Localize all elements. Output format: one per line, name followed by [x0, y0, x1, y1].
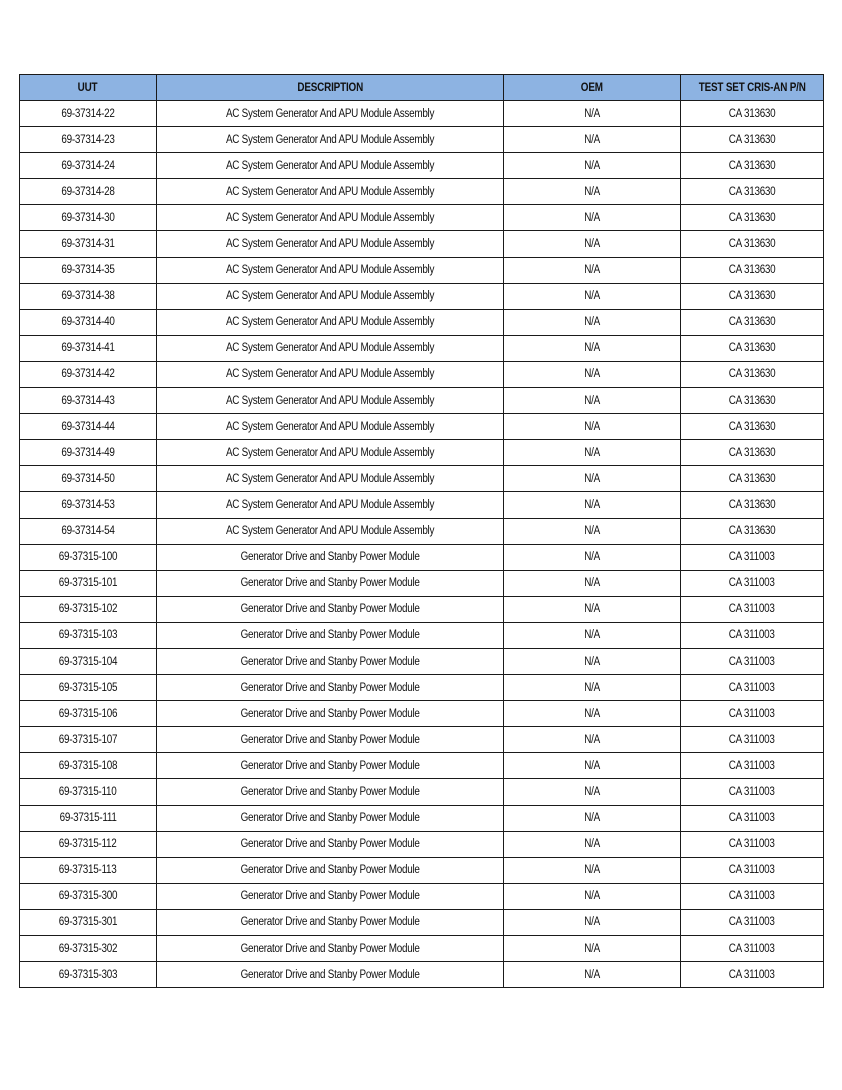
- cell-test-set: CA 311003: [681, 962, 824, 988]
- cell-oem: N/A: [504, 883, 681, 909]
- cell-uut: 69-37314-23: [20, 127, 157, 153]
- table-row: [20, 283, 824, 309]
- cell-test-set: CA 311003: [681, 831, 824, 857]
- cell-uut: 69-37315-112: [20, 831, 157, 857]
- cell-test-set: CA 313630: [681, 257, 824, 283]
- cell-uut: 69-37314-41: [20, 335, 157, 361]
- cell-uut: 69-37315-102: [20, 596, 157, 622]
- table-row: [20, 622, 824, 648]
- cell-uut: 69-37314-50: [20, 466, 157, 492]
- table-row: [20, 936, 824, 962]
- cell-test-set: CA 311003: [681, 675, 824, 701]
- cell-test-set: CA 313630: [681, 440, 824, 466]
- cell-oem: N/A: [504, 962, 681, 988]
- table-row: [20, 153, 824, 179]
- cell-oem: N/A: [504, 127, 681, 153]
- cell-description: Generator Drive and Stanby Power Module: [157, 805, 504, 831]
- table-row: [20, 570, 824, 596]
- cell-test-set: CA 313630: [681, 466, 824, 492]
- cell-description: AC System Generator And APU Module Assembly: [157, 309, 504, 335]
- cell-oem: N/A: [504, 596, 681, 622]
- table-row: [20, 466, 824, 492]
- cell-test-set: CA 311003: [681, 936, 824, 962]
- cell-test-set: CA 313630: [681, 335, 824, 361]
- cell-description: AC System Generator And APU Module Assembly: [157, 179, 504, 205]
- cell-oem: N/A: [504, 779, 681, 805]
- cell-test-set: CA 311003: [681, 727, 824, 753]
- cell-description: Generator Drive and Stanby Power Module: [157, 570, 504, 596]
- cell-uut: 69-37314-24: [20, 153, 157, 179]
- cell-description: AC System Generator And APU Module Assembly: [157, 361, 504, 387]
- cell-test-set: CA 311003: [681, 570, 824, 596]
- table-row: [20, 779, 824, 805]
- cell-oem: N/A: [504, 414, 681, 440]
- cell-oem: N/A: [504, 857, 681, 883]
- table-row: [20, 883, 824, 909]
- cell-oem: N/A: [504, 909, 681, 935]
- cell-uut: 69-37315-108: [20, 753, 157, 779]
- parts-table-container: [19, 74, 823, 988]
- cell-uut: 69-37314-43: [20, 388, 157, 414]
- cell-description: AC System Generator And APU Module Assembly: [157, 518, 504, 544]
- cell-description: AC System Generator And APU Module Assembly: [157, 283, 504, 309]
- table-row: [20, 440, 824, 466]
- cell-oem: N/A: [504, 492, 681, 518]
- cell-test-set: CA 311003: [681, 909, 824, 935]
- table-row: [20, 962, 824, 988]
- cell-oem: N/A: [504, 570, 681, 596]
- table-row: [20, 414, 824, 440]
- cell-oem: N/A: [504, 622, 681, 648]
- cell-oem: N/A: [504, 361, 681, 387]
- cell-test-set: CA 313630: [681, 283, 824, 309]
- cell-description: Generator Drive and Stanby Power Module: [157, 675, 504, 701]
- cell-description: AC System Generator And APU Module Assembly: [157, 492, 504, 518]
- cell-uut: 69-37314-31: [20, 231, 157, 257]
- cell-description: Generator Drive and Stanby Power Module: [157, 936, 504, 962]
- cell-description: AC System Generator And APU Module Assembly: [157, 388, 504, 414]
- cell-uut: 69-37315-111: [20, 805, 157, 831]
- table-row: [20, 231, 824, 257]
- cell-test-set: CA 313630: [681, 361, 824, 387]
- cell-description: Generator Drive and Stanby Power Module: [157, 909, 504, 935]
- cell-description: AC System Generator And APU Module Assembly: [157, 153, 504, 179]
- table-row: [20, 335, 824, 361]
- cell-uut: 69-37315-302: [20, 936, 157, 962]
- header-test-set: TEST SET CRIS-AN P/N: [681, 75, 824, 101]
- cell-test-set: CA 313630: [681, 101, 824, 127]
- table-row: [20, 648, 824, 674]
- cell-uut: 69-37315-110: [20, 779, 157, 805]
- cell-description: AC System Generator And APU Module Assembly: [157, 205, 504, 231]
- cell-description: Generator Drive and Stanby Power Module: [157, 779, 504, 805]
- cell-uut: 69-37314-44: [20, 414, 157, 440]
- cell-description: Generator Drive and Stanby Power Module: [157, 727, 504, 753]
- header-oem: OEM: [504, 75, 681, 101]
- cell-uut: 69-37315-104: [20, 648, 157, 674]
- cell-oem: N/A: [504, 257, 681, 283]
- cell-oem: N/A: [504, 936, 681, 962]
- cell-test-set: CA 311003: [681, 648, 824, 674]
- cell-test-set: CA 313630: [681, 153, 824, 179]
- cell-uut: 69-37315-107: [20, 727, 157, 753]
- cell-test-set: CA 313630: [681, 492, 824, 518]
- cell-test-set: CA 313630: [681, 231, 824, 257]
- cell-oem: N/A: [504, 805, 681, 831]
- table-row: [20, 805, 824, 831]
- cell-test-set: CA 311003: [681, 779, 824, 805]
- cell-description: AC System Generator And APU Module Assembly: [157, 335, 504, 361]
- cell-test-set: CA 311003: [681, 544, 824, 570]
- cell-uut: 69-37314-30: [20, 205, 157, 231]
- cell-description: Generator Drive and Stanby Power Module: [157, 831, 504, 857]
- cell-uut: 69-37315-301: [20, 909, 157, 935]
- header-uut: UUT: [20, 75, 157, 101]
- cell-oem: N/A: [504, 544, 681, 570]
- cell-test-set: CA 311003: [681, 622, 824, 648]
- cell-test-set: CA 313630: [681, 388, 824, 414]
- table-row: [20, 596, 824, 622]
- cell-test-set: CA 311003: [681, 883, 824, 909]
- cell-test-set: CA 311003: [681, 753, 824, 779]
- table-row: [20, 361, 824, 387]
- cell-test-set: CA 313630: [681, 205, 824, 231]
- cell-uut: 69-37314-49: [20, 440, 157, 466]
- cell-description: AC System Generator And APU Module Assembly: [157, 101, 504, 127]
- cell-test-set: CA 311003: [681, 596, 824, 622]
- cell-oem: N/A: [504, 335, 681, 361]
- cell-oem: N/A: [504, 283, 681, 309]
- cell-uut: 69-37315-105: [20, 675, 157, 701]
- cell-description: Generator Drive and Stanby Power Module: [157, 596, 504, 622]
- table-row: [20, 101, 824, 127]
- cell-description: Generator Drive and Stanby Power Module: [157, 622, 504, 648]
- cell-description: AC System Generator And APU Module Assembly: [157, 231, 504, 257]
- table-row: [20, 257, 824, 283]
- header-description: DESCRIPTION: [157, 75, 504, 101]
- cell-description: Generator Drive and Stanby Power Module: [157, 753, 504, 779]
- cell-uut: 69-37315-103: [20, 622, 157, 648]
- cell-uut: 69-37315-100: [20, 544, 157, 570]
- cell-oem: N/A: [504, 231, 681, 257]
- table-row: [20, 701, 824, 727]
- cell-test-set: CA 311003: [681, 857, 824, 883]
- cell-uut: 69-37315-300: [20, 883, 157, 909]
- cell-test-set: CA 311003: [681, 701, 824, 727]
- table-header: [20, 75, 824, 101]
- header-row: [20, 75, 824, 101]
- cell-oem: N/A: [504, 648, 681, 674]
- cell-uut: 69-37314-28: [20, 179, 157, 205]
- cell-test-set: CA 313630: [681, 414, 824, 440]
- cell-description: Generator Drive and Stanby Power Module: [157, 648, 504, 674]
- cell-oem: N/A: [504, 727, 681, 753]
- cell-oem: N/A: [504, 309, 681, 335]
- cell-uut: 69-37315-113: [20, 857, 157, 883]
- cell-oem: N/A: [504, 440, 681, 466]
- cell-uut: 69-37314-35: [20, 257, 157, 283]
- cell-oem: N/A: [504, 153, 681, 179]
- cell-uut: 69-37314-40: [20, 309, 157, 335]
- cell-description: Generator Drive and Stanby Power Module: [157, 544, 504, 570]
- table-row: [20, 388, 824, 414]
- cell-uut: 69-37314-42: [20, 361, 157, 387]
- cell-oem: N/A: [504, 466, 681, 492]
- cell-uut: 69-37315-303: [20, 962, 157, 988]
- table-row: [20, 753, 824, 779]
- cell-test-set: CA 313630: [681, 179, 824, 205]
- cell-description: AC System Generator And APU Module Assembly: [157, 466, 504, 492]
- cell-description: AC System Generator And APU Module Assembly: [157, 440, 504, 466]
- cell-uut: 69-37314-53: [20, 492, 157, 518]
- cell-description: Generator Drive and Stanby Power Module: [157, 857, 504, 883]
- table-row: [20, 179, 824, 205]
- table-body: [20, 101, 824, 988]
- table-row: [20, 205, 824, 231]
- table-row: [20, 492, 824, 518]
- cell-uut: 69-37315-101: [20, 570, 157, 596]
- cell-description: AC System Generator And APU Module Assembly: [157, 127, 504, 153]
- table-row: [20, 831, 824, 857]
- table-row: [20, 727, 824, 753]
- cell-test-set: CA 313630: [681, 309, 824, 335]
- table-row: [20, 857, 824, 883]
- cell-uut: 69-37315-106: [20, 701, 157, 727]
- cell-oem: N/A: [504, 205, 681, 231]
- cell-oem: N/A: [504, 753, 681, 779]
- cell-description: Generator Drive and Stanby Power Module: [157, 883, 504, 909]
- cell-oem: N/A: [504, 831, 681, 857]
- cell-uut: 69-37314-22: [20, 101, 157, 127]
- cell-description: AC System Generator And APU Module Assembly: [157, 257, 504, 283]
- cell-oem: N/A: [504, 388, 681, 414]
- cell-oem: N/A: [504, 675, 681, 701]
- table-row: [20, 518, 824, 544]
- table-row: [20, 127, 824, 153]
- table-row: [20, 309, 824, 335]
- table-row: [20, 675, 824, 701]
- table-row: [20, 544, 824, 570]
- cell-description: Generator Drive and Stanby Power Module: [157, 962, 504, 988]
- cell-test-set: CA 311003: [681, 805, 824, 831]
- parts-table: [19, 74, 824, 988]
- cell-oem: N/A: [504, 701, 681, 727]
- cell-description: Generator Drive and Stanby Power Module: [157, 701, 504, 727]
- cell-description: AC System Generator And APU Module Assembly: [157, 414, 504, 440]
- table-row: [20, 909, 824, 935]
- cell-test-set: CA 313630: [681, 127, 824, 153]
- cell-oem: N/A: [504, 101, 681, 127]
- cell-uut: 69-37314-38: [20, 283, 157, 309]
- cell-oem: N/A: [504, 518, 681, 544]
- cell-uut: 69-37314-54: [20, 518, 157, 544]
- cell-test-set: CA 313630: [681, 518, 824, 544]
- cell-oem: N/A: [504, 179, 681, 205]
